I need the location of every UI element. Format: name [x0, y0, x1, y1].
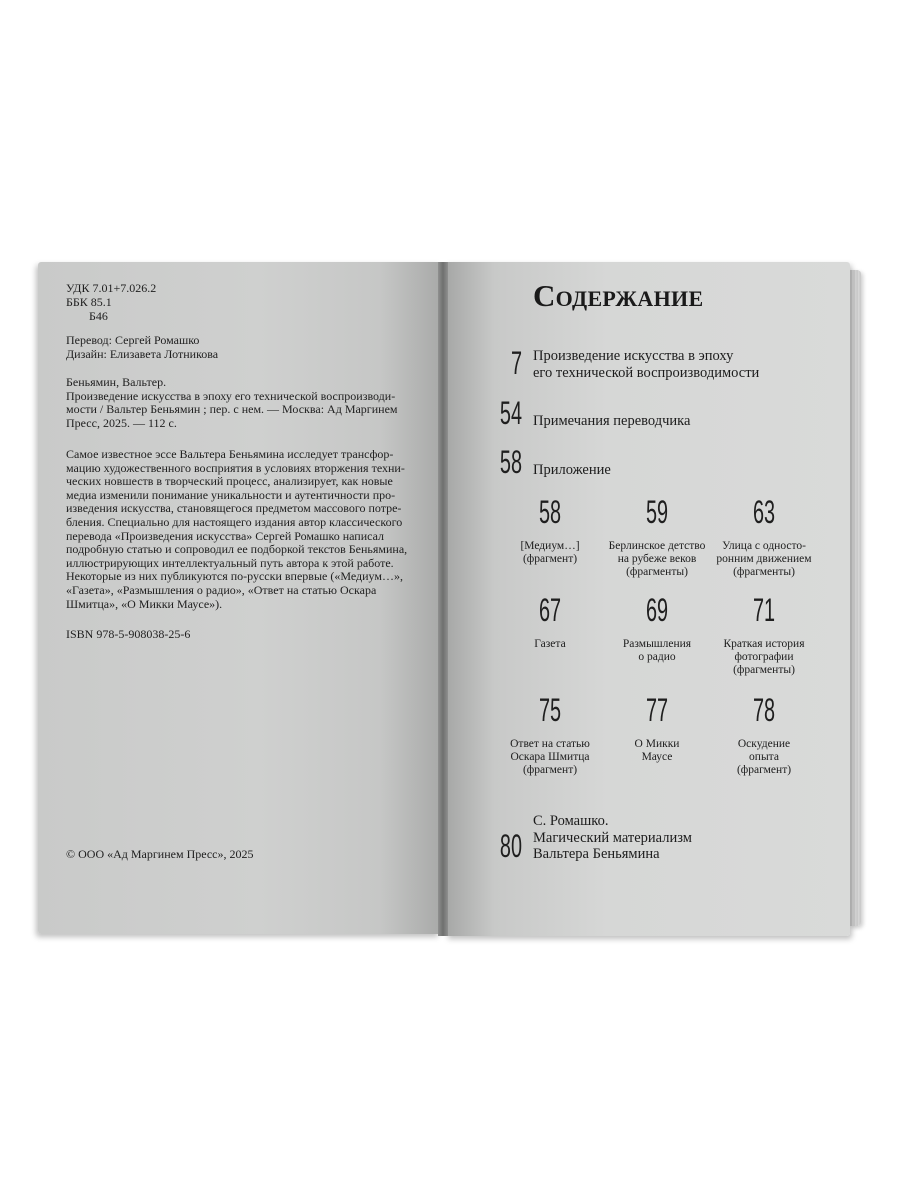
udk-code: УДК 7.01+7.026.2 [66, 281, 157, 295]
appendix-page-number: 58 [538, 494, 562, 530]
page-edges [849, 270, 861, 926]
appendix-entry-title: Ответ на статью Оскара Шмитца (фрагмент) [510, 738, 590, 777]
appendix-page-number: 59 [645, 494, 669, 530]
toc-entry-title: Произведение искусства в эпоху его технической воспроизводимости [533, 348, 760, 381]
appendix-entry-title: Газета [534, 638, 566, 650]
toc-page-number: 7 [510, 345, 522, 381]
appendix-page-number: 71 [752, 592, 776, 628]
appendix-entry-title: Краткая история фотографии (фрагменты) [723, 638, 805, 677]
designer-credit: Дизайн: Елизавета Лотникова [66, 347, 219, 361]
toc-page-number: 80 [499, 828, 522, 864]
appendix-entry-title: [Медиум…] (фрагмент) [520, 540, 580, 566]
bbk-code: ББК 85.1 [66, 295, 112, 309]
isbn: ISBN 978-5-908038-25-6 [66, 627, 191, 641]
annotation: Самое известное эссе Вальтера Беньямина исследует трансфор- мацию художественного восприятия в условиях вторжения техни- ческих новшеств в творческий процесс, анализирует, как новые медиа изменили понимание уникальности и аутентичности про- изведения искусства, становящегося предметом массового потре- бления. Специально для настоящего издания автор классического перевода «Произведения искусства» Сергей Ромашко написал подробную статью и сопроводил ее подборкой текстов Беньямина, иллюстрирующих интеллектуальный путь автора к этой работе. Некоторые из них публикуются по-русски впервые («Медиум…», «Газета», «Размышления о радио», «Ответ на статью Оскара Шмитца», «О Микки Маусе»). [66, 447, 408, 611]
appendix-page-number: 69 [645, 592, 669, 628]
toc-entry-title: Приложение [533, 462, 611, 478]
appendix-entry-title: Улица с односто- ронним движением (фрагменты) [716, 540, 812, 579]
contents-title: Содержание [533, 278, 704, 313]
appendix-entry-title: Берлинское детство на рубеже веков (фрагменты) [608, 540, 706, 579]
toc-page-number: 58 [499, 444, 522, 480]
book-gutter [438, 262, 448, 936]
appendix-page-number: 78 [752, 692, 776, 728]
appendix-entry-title: О Микки Маусе [634, 738, 680, 764]
toc-entry-title: С. Ромашко. Магический материализм Вальтера Беньямина [533, 813, 692, 862]
translator-credit: Перевод: Сергей Ромашко [66, 333, 200, 347]
author-mark: Б46 [89, 309, 108, 323]
appendix-page-number: 77 [645, 692, 669, 728]
appendix-entry-title: Размышления о радио [622, 638, 692, 664]
toc-entry-title: Примечания переводчика [533, 413, 691, 429]
toc-page-number: 54 [499, 395, 522, 431]
appendix-page-number: 75 [538, 692, 562, 728]
appendix-page-number: 63 [752, 494, 776, 530]
appendix-page-number: 67 [538, 592, 562, 628]
bibliographic-record: Беньямин, Вальтер. Произведение искусства в эпоху его технической воспроизводи- мости / Вальтер Беньямин ; пер. с нем. — Москва: Ад Маргинем Пресс, 2025. — 112 с. [66, 375, 398, 430]
appendix-entry-title: Оскудение опыта (фрагмент) [736, 738, 792, 777]
copyright: © ООО «Ад Маргинем Пресс», 2025 [66, 847, 254, 861]
